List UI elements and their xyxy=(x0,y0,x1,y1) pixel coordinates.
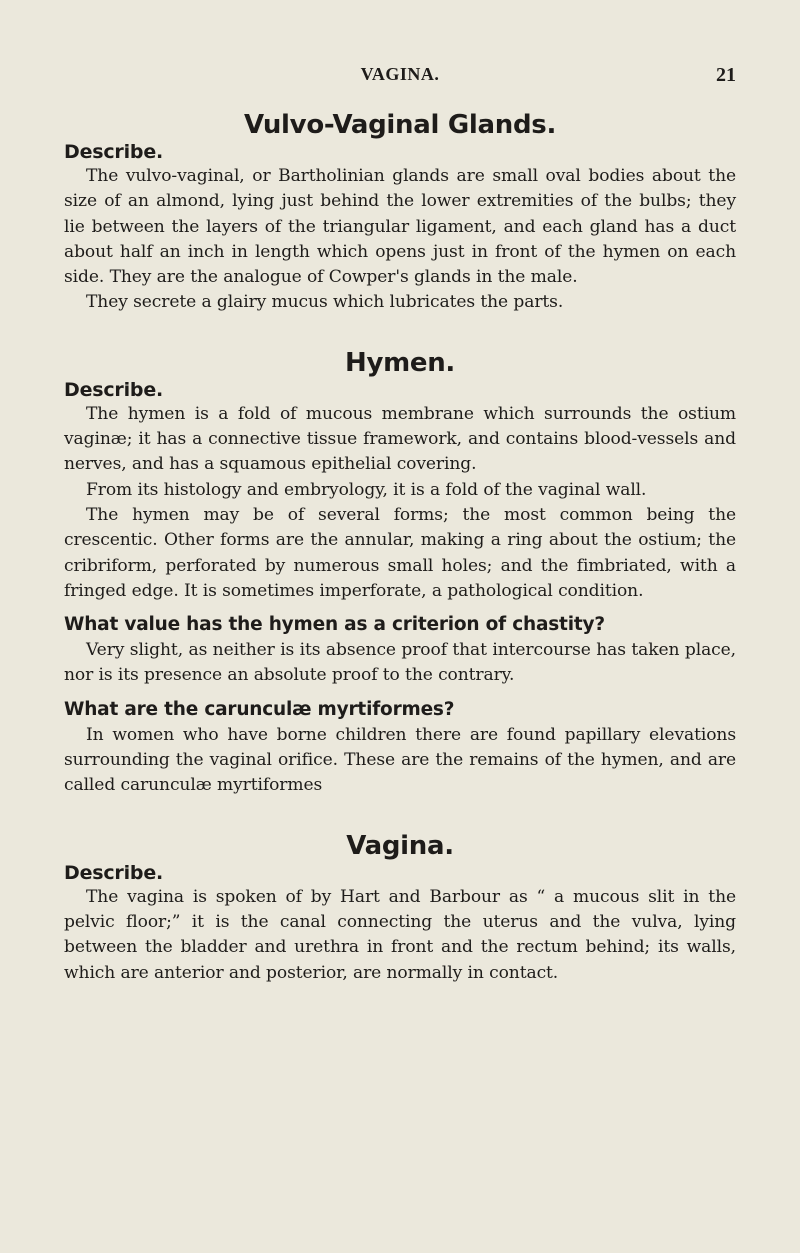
paragraph: From its histology and embryology, it is a fold of the vaginal wall. xyxy=(86,479,647,500)
section-heading: Vulvo-Vaginal Glands. xyxy=(243,110,557,140)
section-heading: Hymen. xyxy=(344,347,456,378)
section-vagina xyxy=(64,831,736,986)
paragraph: The vulvo-vaginal, or Bartholinian glands are small oval bodies about the size of an almond, lying just behind the lower extremities of the bulbs; they lie between the layers of the triangular ligament, and each gland has a duct about half an inch in length which opens just in front of the hymen on each side. They are the analogue of Cowper's glands in the male. xyxy=(64,166,736,288)
question-heading: What value has the hymen as a criterion of chastity? xyxy=(64,614,605,636)
answer-paragraph: In women who have borne children there are found papillary elevations surrounding the vaginal orifice. These are the remains of the hymen, and are called carunculæ myrtiformes xyxy=(64,724,736,796)
answer-paragraph: Very slight, as neither is its absence proof that intercourse has taken place, nor is its presence an absolute proof to the contrary. xyxy=(64,640,736,686)
page-number: 21 xyxy=(716,64,736,86)
describe-label: Describe. xyxy=(64,861,164,884)
describe-label: Describe. xyxy=(64,378,164,401)
running-title: VAGINA. xyxy=(360,64,440,84)
section-heading: Vagina. xyxy=(346,830,454,861)
running-head xyxy=(64,64,736,90)
paragraph: They secrete a glairy mucus which lubricates the parts. xyxy=(86,292,564,313)
section-vulvo-vaginal-glands xyxy=(64,110,736,316)
paragraph: The vagina is spoken of by Hart and Barbour as “ a mucous slit in the pelvic floor;” it is the canal connecting the uterus and the vulva, lying between the bladder and urethra in front and the rectum behind; its walls, which are anterior and posterior, are normally in contact. xyxy=(64,886,736,983)
section-hymen xyxy=(64,348,736,799)
paragraph: The hymen may be of several forms; the most common being the crescentic. Other forms are the annular, making a ring about the ostium; the cribriform, perforated by numerous small holes; and the fimbriated, with a fringed edge. It is sometimes imperforate, a pathological condition. xyxy=(64,504,736,601)
describe-label: Describe. xyxy=(64,141,164,163)
page-content xyxy=(64,110,736,986)
question-heading: What are the carunculæ myrtiformes? xyxy=(64,698,455,720)
paragraph: The hymen is a fold of mucous membrane which surrounds the ostium vaginæ; it has a connective tissue framework, and contains blood-vessels and nerves, and has a squamous epithelial covering. xyxy=(64,403,736,475)
